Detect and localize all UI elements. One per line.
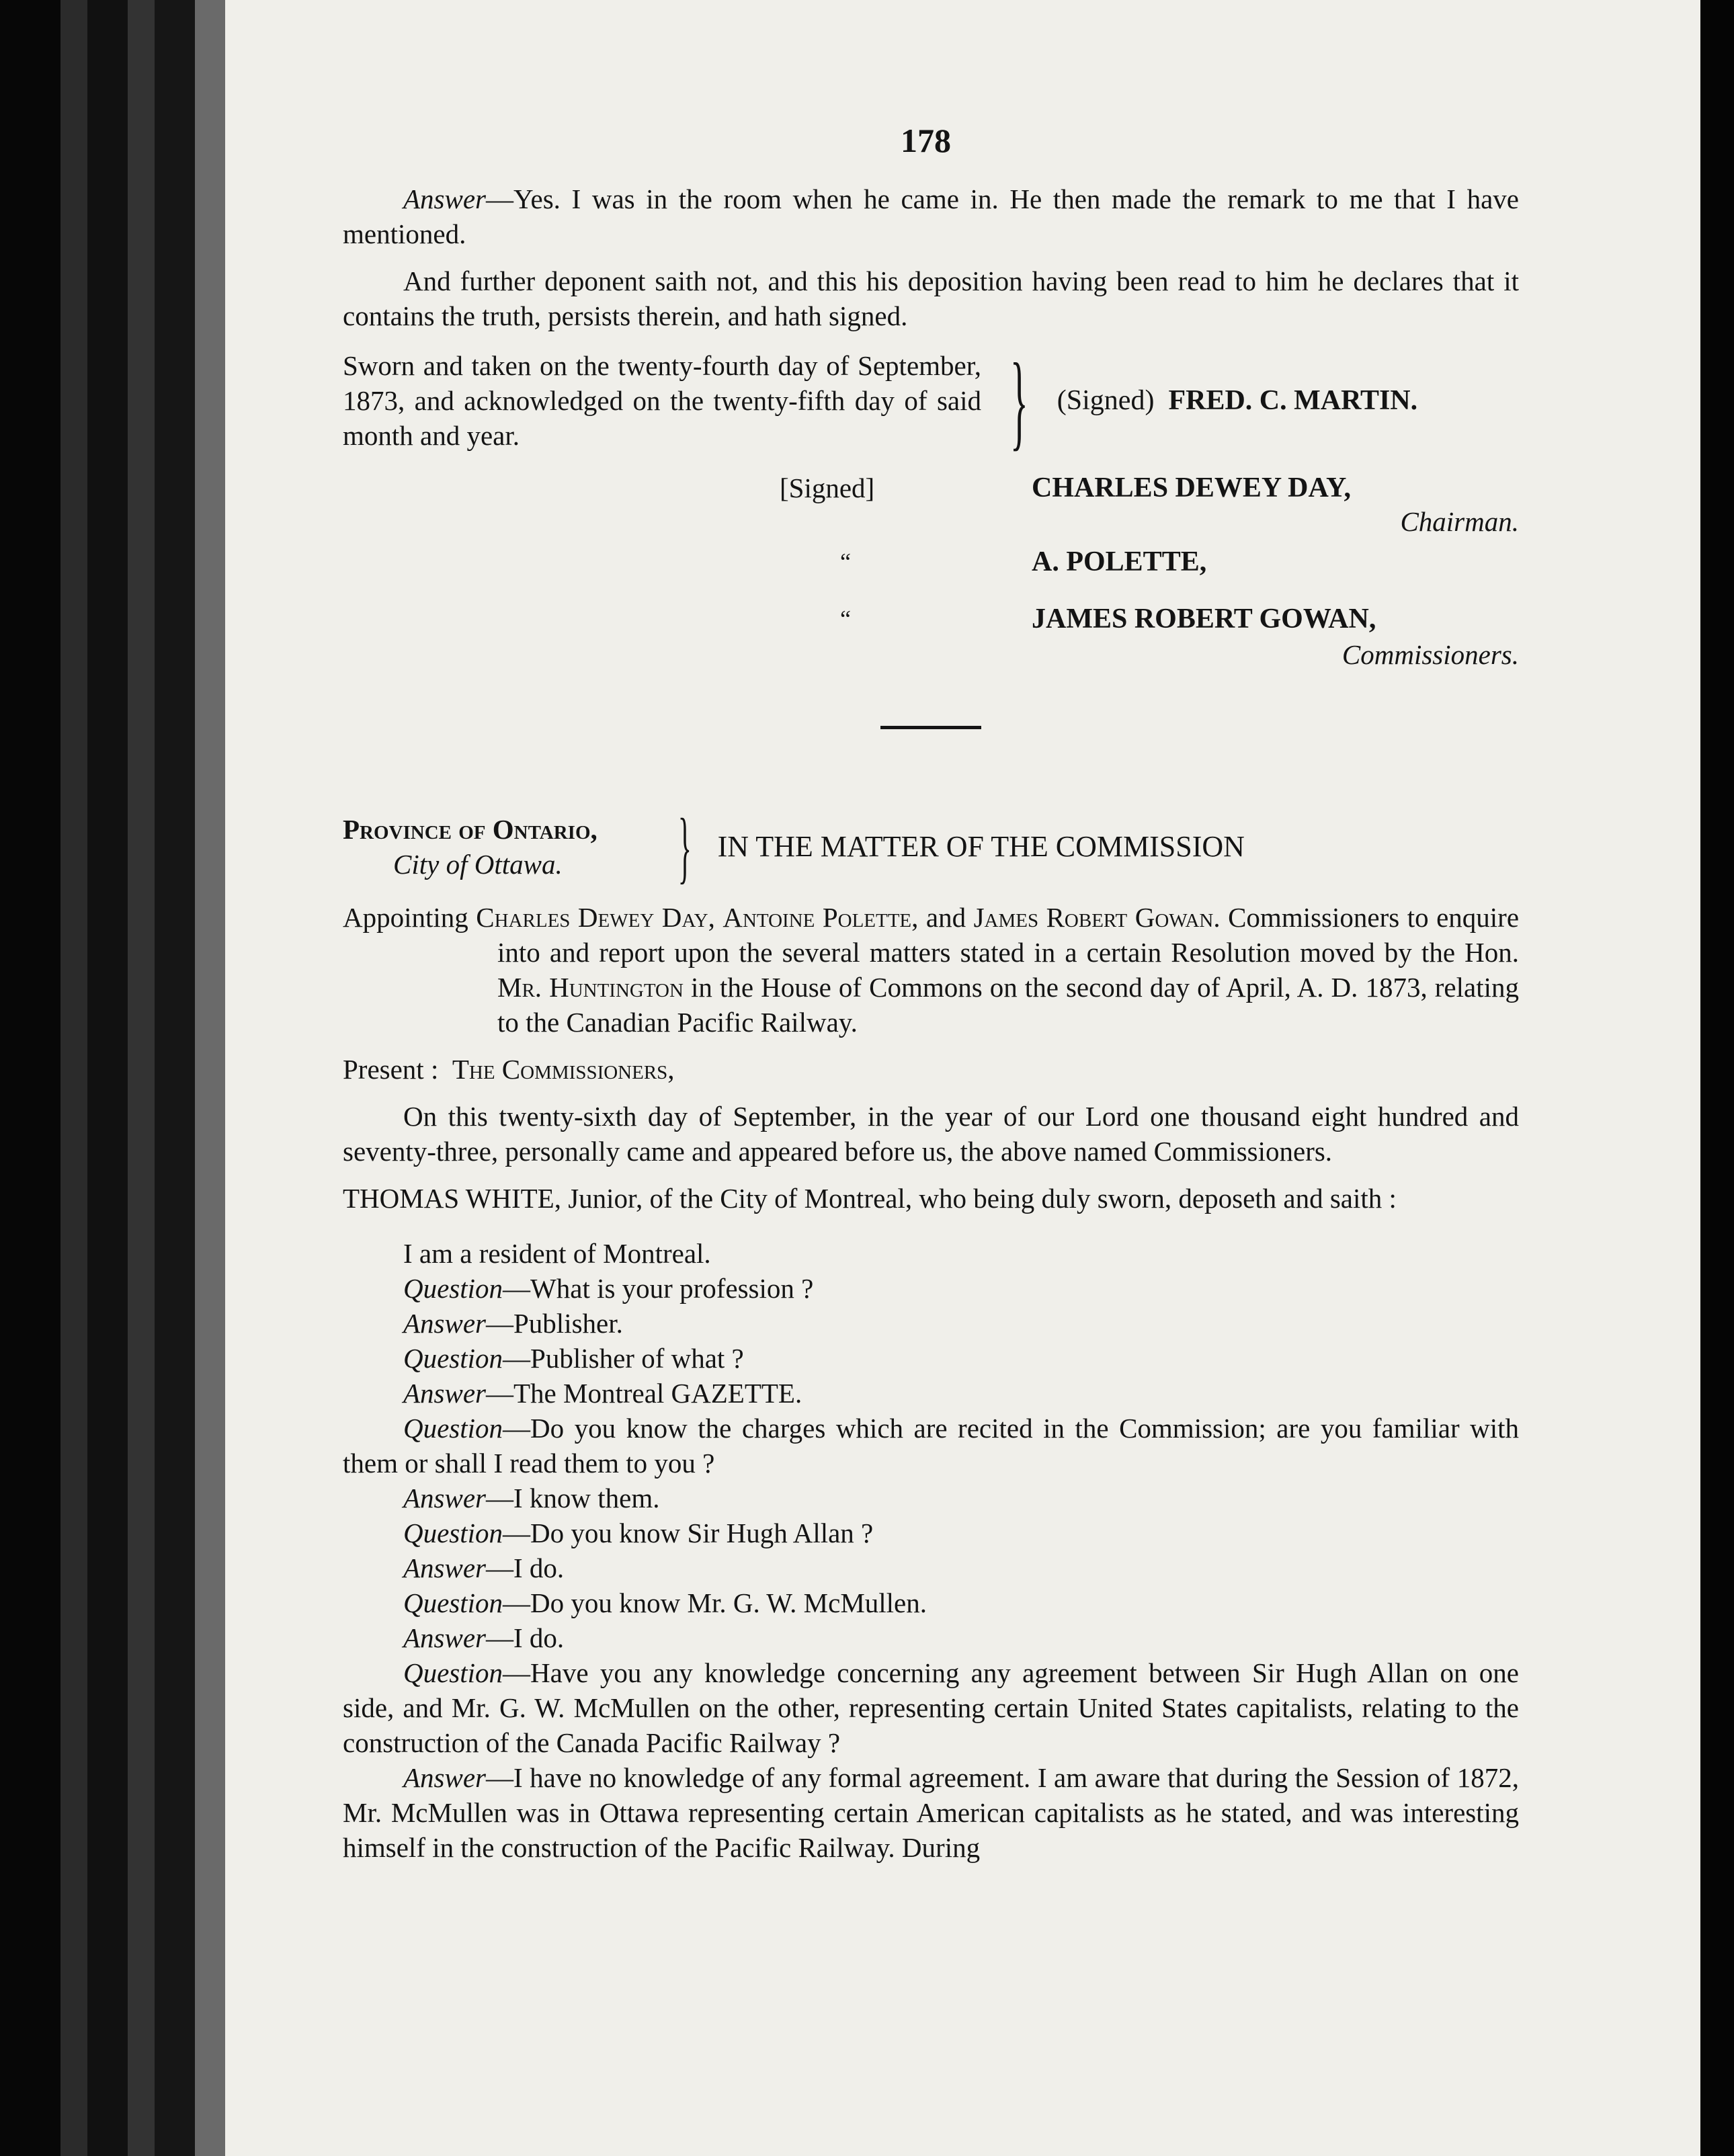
page-edge-2	[87, 0, 128, 2156]
page-edge-3	[128, 0, 155, 2156]
qa-item	[343, 1585, 1519, 1620]
qa-label: Question	[403, 1657, 503, 1688]
signature-name-day: CHARLES DEWEY DAY,	[1032, 472, 1351, 503]
qa-label: Question	[403, 1518, 503, 1548]
qa-label: Question	[403, 1587, 503, 1618]
page-content	[343, 181, 1519, 1865]
qa-item	[343, 1411, 1519, 1481]
witness-paragraph	[343, 1181, 1519, 1216]
qa-text: —Have you any knowledge concerning any agreement between Sir Hugh Allan on one side, and Mr. G. W. McMullen on the other, representing certain United States capitalists, relating to the construction of the Canada Pacific Railway ?	[343, 1657, 1519, 1758]
qa-text: I am a resident of Montreal.	[403, 1238, 711, 1269]
brace-glyph: }	[1009, 341, 1028, 460]
qa-text: —Do you know the charges which are recited in the Commission; are you familiar with them or shall I read them to you ?	[343, 1413, 1519, 1479]
sworn-statement	[343, 341, 1519, 460]
signature-name-polette: A. POLETTE,	[1032, 546, 1207, 577]
appearance-paragraph: On this twenty-sixth day of September, in the year of our Lord one thousand eight hundred and seventy-three, personally came and appeared before us, the above named Commissioners.	[343, 1101, 1519, 1167]
qa-item	[343, 1306, 1519, 1341]
qa-label: Question	[403, 1343, 503, 1374]
qa-label: Answer	[403, 1483, 486, 1514]
signed-label: (Signed)	[1057, 385, 1155, 416]
signed-bracket: [Signed]	[780, 472, 875, 503]
province-location	[343, 812, 665, 882]
qa-text: —Do you know Sir Hugh Allan ?	[503, 1518, 874, 1548]
text-run: in the House of Commons on the second day of April, A. D. 1873, relating to the Canadian Pacific Railway.	[497, 972, 1519, 1038]
qa-text: —Do you know Mr. G. W. McMullen.	[503, 1587, 927, 1618]
witness-text: , Junior, of the City of Montreal, who being duly sworn, deposeth and saith :	[554, 1183, 1397, 1214]
qa-label: Answer	[403, 1378, 486, 1409]
film-border-right	[1700, 0, 1734, 2156]
text-run: , and	[911, 902, 974, 933]
qa-text: —I have no knowledge of any formal agreement. I am aware that during the Session of 1872, Mr. McMullen was in Ottawa representing certain American capitalists as he stated, and was interesting himself in the construction of the Pacific Railway. During	[343, 1762, 1519, 1863]
witness-name: THOMAS WHITE	[343, 1183, 554, 1214]
name-day: Charles Dewey Day	[476, 902, 708, 933]
text-run: . Commissioners to enquire into and report upon the several matters stated in a certain Resolution moved by the Hon.	[497, 902, 1520, 968]
qa-item	[343, 1516, 1519, 1550]
qa-item	[343, 1655, 1519, 1760]
qa-label: Answer	[403, 1762, 486, 1793]
qa-item	[343, 1341, 1519, 1376]
qa-label: Answer	[403, 1552, 486, 1583]
qa-item	[343, 1376, 1519, 1411]
deposition-closing: And further deponent saith not, and this his deposition having been read to him he declares that it contains the truth, persists therein, and hath signed.	[343, 265, 1519, 331]
commissioner-signatures	[343, 464, 1519, 686]
qa-item	[343, 1236, 1519, 1271]
qa-label: Answer	[403, 1622, 486, 1653]
appointing-lead: Appointing	[343, 902, 468, 933]
qa-label: Question	[403, 1273, 503, 1304]
brace-glyph: }	[677, 802, 692, 891]
section-divider	[880, 726, 981, 729]
name-huntington: Mr. Huntington	[497, 972, 684, 1003]
qa-item	[343, 1620, 1519, 1655]
qa-label: Answer	[403, 183, 486, 214]
present-label: Present :	[343, 1054, 439, 1085]
qa-text: —The Montreal GAZETTE.	[486, 1378, 802, 1409]
commission-title: IN THE MATTER OF THE COMMISSION	[717, 830, 1245, 863]
film-border-left	[0, 0, 60, 2156]
qa-text: —Yes. I was in the room when he came in. He then made the remark to me that I have mentioned.	[343, 183, 1519, 249]
province-heading	[343, 802, 1519, 891]
present-value: The Commissioners,	[452, 1054, 675, 1085]
qa-item	[343, 1760, 1519, 1865]
qa-label: Answer	[403, 1308, 486, 1339]
qa-list	[343, 1236, 1519, 1865]
page-number: 178	[901, 122, 951, 159]
signature-name-gowan: JAMES ROBERT GOWAN,	[1032, 604, 1376, 634]
qa-item	[343, 1550, 1519, 1585]
qa-label: Question	[403, 1413, 503, 1444]
signer-name: FRED. C. MARTIN.	[1168, 385, 1418, 416]
qa-text: —Publisher of what ?	[503, 1343, 744, 1374]
page-edge-5	[195, 0, 225, 2156]
present-line	[343, 1052, 1519, 1087]
appointing-paragraph	[343, 900, 1519, 1040]
qa-text: —I know them.	[486, 1483, 660, 1514]
qa-item	[343, 1271, 1519, 1306]
qa-text: —I do.	[486, 1622, 565, 1653]
city-name: City of Ottawa.	[393, 849, 563, 880]
qa-text: —Publisher.	[486, 1308, 623, 1339]
page-edge-1	[60, 0, 87, 2156]
name-gowan: James Robert Gowan	[973, 902, 1214, 933]
role-chairman: Chairman.	[1400, 506, 1519, 537]
ditto-mark: “	[840, 606, 851, 632]
qa-item	[343, 1481, 1519, 1516]
qa-text: —What is your profession ?	[503, 1273, 814, 1304]
province-name: Province of Ontario,	[343, 814, 597, 845]
sworn-text: Sworn and taken on the twenty-fourth day of September, 1873, and acknowledged on the twenty-fifth day of said month and year.	[343, 350, 981, 451]
ditto-mark: “	[840, 548, 851, 575]
answer-paragraph	[343, 181, 1519, 251]
name-polette: Antoine Polette	[722, 902, 912, 933]
document-page	[225, 0, 1700, 2156]
page-edge-4	[155, 0, 195, 2156]
qa-text: —I do.	[486, 1552, 565, 1583]
sworn-signature	[1057, 383, 1417, 418]
text-run: ,	[708, 902, 723, 933]
role-commissioners: Commissioners.	[1341, 639, 1519, 670]
